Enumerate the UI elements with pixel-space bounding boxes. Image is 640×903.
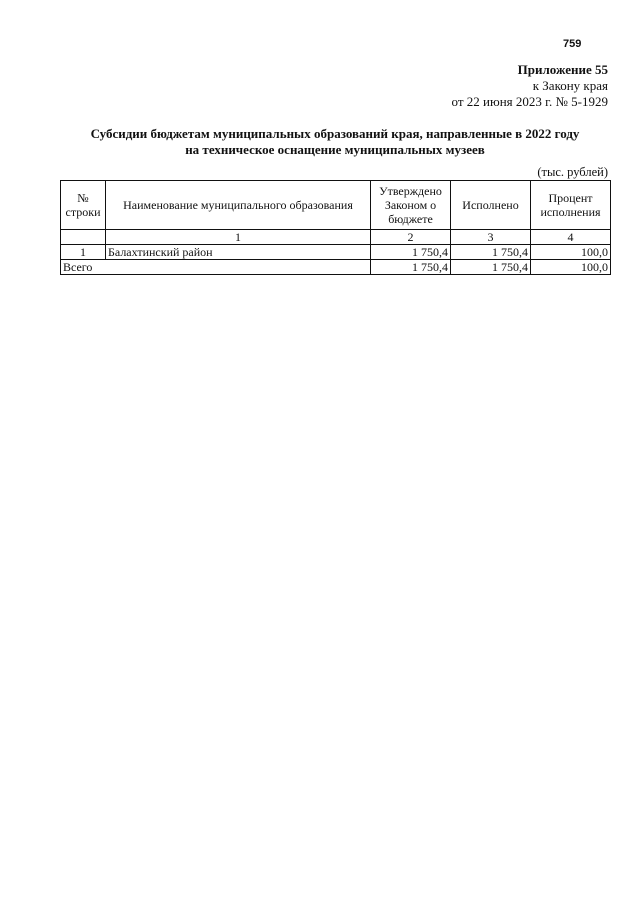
document-title-line-2: на техническое оснащение муниципальных музеев	[185, 142, 485, 157]
page-number: 759	[563, 38, 582, 50]
executed-cell: 1 750,4	[451, 245, 531, 260]
total-executed-cell: 1 750,4	[451, 260, 531, 275]
header-executed: Исполнено	[451, 181, 531, 230]
appendix-reference	[452, 62, 608, 110]
column-number-row	[61, 230, 611, 245]
municipality-name-cell: Балахтинский район	[106, 245, 371, 260]
total-row	[61, 260, 611, 275]
column-number-3: 3	[451, 230, 531, 245]
header-row-number: № строки	[61, 181, 106, 230]
row-number-cell: 1	[61, 245, 106, 260]
column-number-empty	[61, 230, 106, 245]
appendix-title: Приложение 55	[517, 62, 608, 77]
column-number-2: 2	[371, 230, 451, 245]
document-title-line-1: Субсидии бюджетам муниципальных образований края, направленные в 2022 году	[90, 126, 580, 141]
column-number-4: 4	[531, 230, 611, 245]
header-municipality-name: Наименование муниципального образования	[106, 181, 371, 230]
total-percent-cell: 100,0	[531, 260, 611, 275]
header-approved: Утверждено Законом о бюджете	[371, 181, 451, 230]
total-approved-cell: 1 750,4	[371, 260, 451, 275]
subsidy-table	[60, 180, 611, 275]
units-label: (тыс. рублей)	[537, 165, 608, 179]
table-header-row	[61, 181, 611, 230]
column-number-1: 1	[106, 230, 371, 245]
approved-cell: 1 750,4	[371, 245, 451, 260]
appendix-law-reference: к Закону края	[532, 78, 608, 93]
document-title	[60, 126, 610, 158]
percent-cell: 100,0	[531, 245, 611, 260]
header-percent: Процент исполнения	[531, 181, 611, 230]
appendix-law-date: от 22 июня 2023 г. № 5-1929	[451, 94, 608, 109]
table-row	[61, 245, 611, 260]
total-label-cell: Всего	[61, 260, 371, 275]
